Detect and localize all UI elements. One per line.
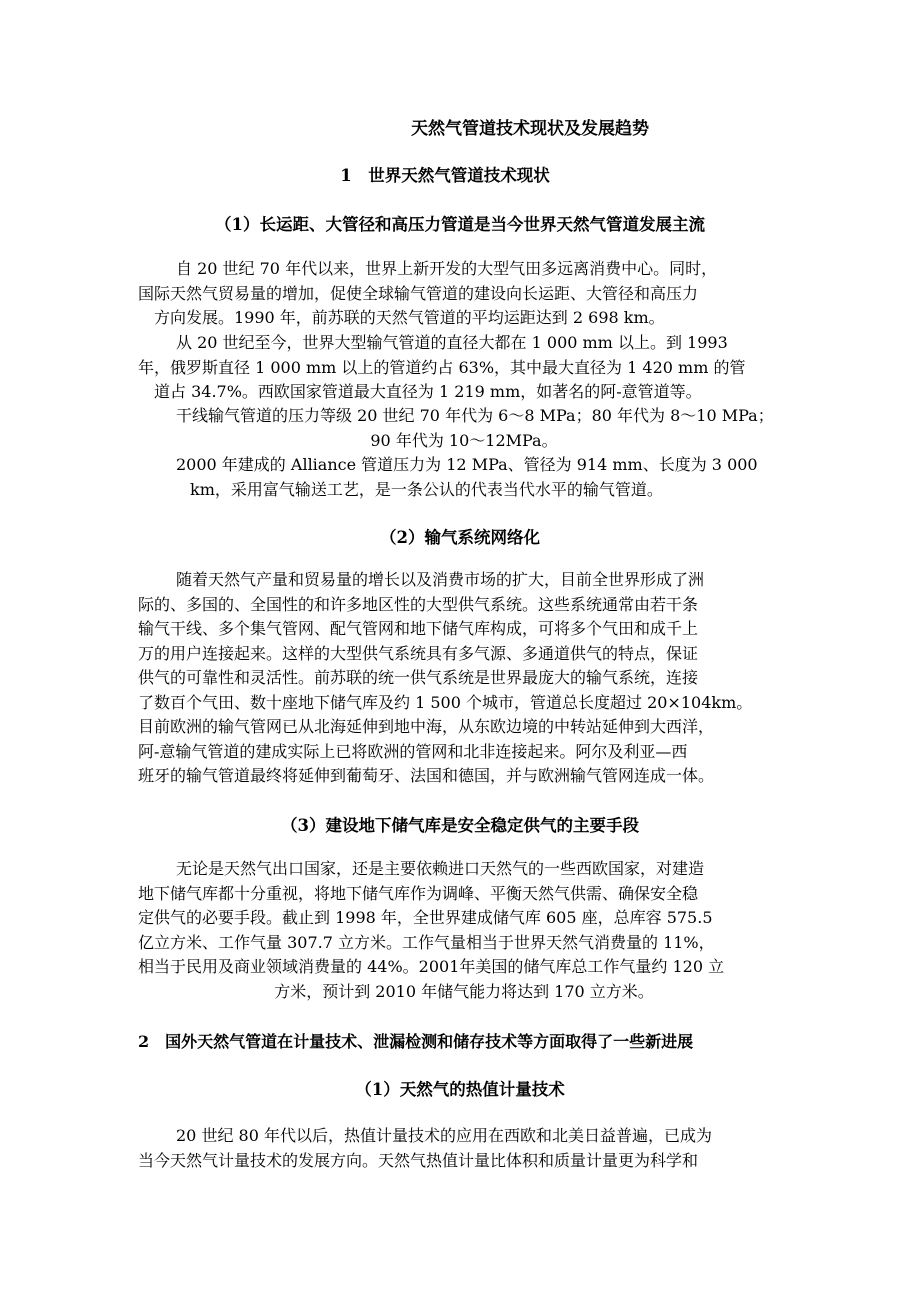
section-1-2-heading: （2）输气系统网络化 xyxy=(380,528,540,547)
section-1-heading: 1 世界天然气管道技术现状 xyxy=(340,166,550,185)
text-line: 相当于民用及商业领域消费量的 44%。2001年美国的储气库总工作气量约 120 立 xyxy=(138,957,725,976)
paragraph xyxy=(138,1124,790,1173)
text-line: 目前欧洲的输气管网已从北海延伸到地中海，从东欧边境的中转站延伸到大西洋， xyxy=(138,717,715,736)
text-line: km，采用富气输送工艺，是一条公认的代表当代水平的输气管道。 xyxy=(190,479,663,499)
text-line: 班牙的输气管道最终将延伸到葡萄牙、法国和德国，并与欧洲输气管网连成一体。 xyxy=(138,766,715,785)
section-1-3-heading: （3）建设地下储气库是安全稳定供气的主要手段 xyxy=(281,816,639,835)
text-line: 方向发展。1990 年，前苏联的天然气管道的平均运距达到 2 698 km。 xyxy=(154,308,665,327)
text-line: 定供气的必要手段。截止到 1998 年，全世界建成储气库 605 座，总库容 575.5 xyxy=(138,908,713,927)
text-line: 国际天然气贸易量的增加，促使全球输气管道的建设向长运距、大管径和高压力 xyxy=(138,283,699,303)
text-line: 阿-意输气管道的建成实际上已将欧洲的管网和北非连接起来。阿尔及利亚—西 xyxy=(138,741,688,761)
text-line: 万的用户连接起来。这样的大型供气系统具有多气源、多通道供气的特点，保证 xyxy=(138,643,699,663)
text-line: 年，俄罗斯直径 1 000 mm 以上的管道约占 63%，其中最大直径为 1 420 mm 的管 xyxy=(138,357,746,377)
text-line: 无论是天然气出口国家，还是主要依赖进口天然气的一些西欧国家，对建造 xyxy=(176,859,705,878)
text-line: 20 世纪 80 年代以后，热值计量技术的应用在西欧和北美日益普遍，已成为 xyxy=(176,1126,712,1145)
text-line: 输气干线、多个集气管网、配气管网和地下储气库构成，可将多个气田和成千上 xyxy=(138,619,699,638)
text-line: 地下储气库都十分重视，将地下储气库作为调峰、平衡天然气供需、确保安全稳 xyxy=(138,883,699,903)
text-line: 干线输气管道的压力等级 20 世纪 70 年代为 6～8 MPa；80 年代为 8～10 MPa； xyxy=(176,406,774,425)
section-2-1-heading: （1）天然气的热值计量技术 xyxy=(355,1080,565,1099)
text-line: 方米，预计到 2010 年储气能力将达到 170 立方米。 xyxy=(274,981,654,1001)
paragraph xyxy=(138,857,790,1004)
text-line: 际的、多国的、全国性的和许多地区性的大型供气系统。这些系统通常由若干条 xyxy=(138,594,699,614)
text-line: 当今天然气计量技术的发展方向。天然气热值计量比体积和质量计量更为科学和 xyxy=(138,1150,699,1170)
text-line: 从 20 世纪至今，世界大型输气管道的直径大都在 1 000 mm 以上。到 1993 xyxy=(176,333,728,352)
text-line: 2000 年建成的 Alliance 管道压力为 12 MPa、管径为 914 mm、长度为 3 000 xyxy=(176,455,758,474)
text-line: 自 20 世纪 70 年代以来，世界上新开发的大型气田多远离消费中心。同时， xyxy=(176,259,718,278)
text-line: 了数百个气田、数十座地下储气库及约 1 500 个城市，管道总长度超过 20×104km。 xyxy=(138,692,753,712)
text-line: 亿立方米、工作气量 307.7 立方米。工作气量相当于世界天然气消费量的 11%， xyxy=(138,932,715,952)
text-line: 道占 34.7%。西欧国家管道最大直径为 1 219 mm，如著名的阿-意管道等。 xyxy=(154,382,702,401)
text-line: 随着天然气产量和贸易量的增长以及消费市场的扩大，目前全世界形成了洲 xyxy=(176,570,705,589)
text-line: 供气的可靠性和灵活性。前苏联的统一供气系统是世界最庞大的输气系统，连接 xyxy=(138,668,699,687)
paragraph xyxy=(138,453,790,502)
document-title: 天然气管道技术现状及发展趋势 xyxy=(411,119,649,139)
paragraph xyxy=(138,404,790,453)
paragraph xyxy=(138,257,790,331)
paragraph xyxy=(138,331,790,405)
section-2-heading: 2 国外天然气管道在计量技术、泄漏检测和储存技术等方面取得了一些新进展 xyxy=(138,1032,694,1051)
text-line: 90 年代为 10～12MPa。 xyxy=(370,430,558,450)
section-1-1-heading: （1）长运距、大管径和高压力管道是当今世界天然气管道发展主流 xyxy=(215,215,705,234)
paragraph xyxy=(138,568,790,789)
